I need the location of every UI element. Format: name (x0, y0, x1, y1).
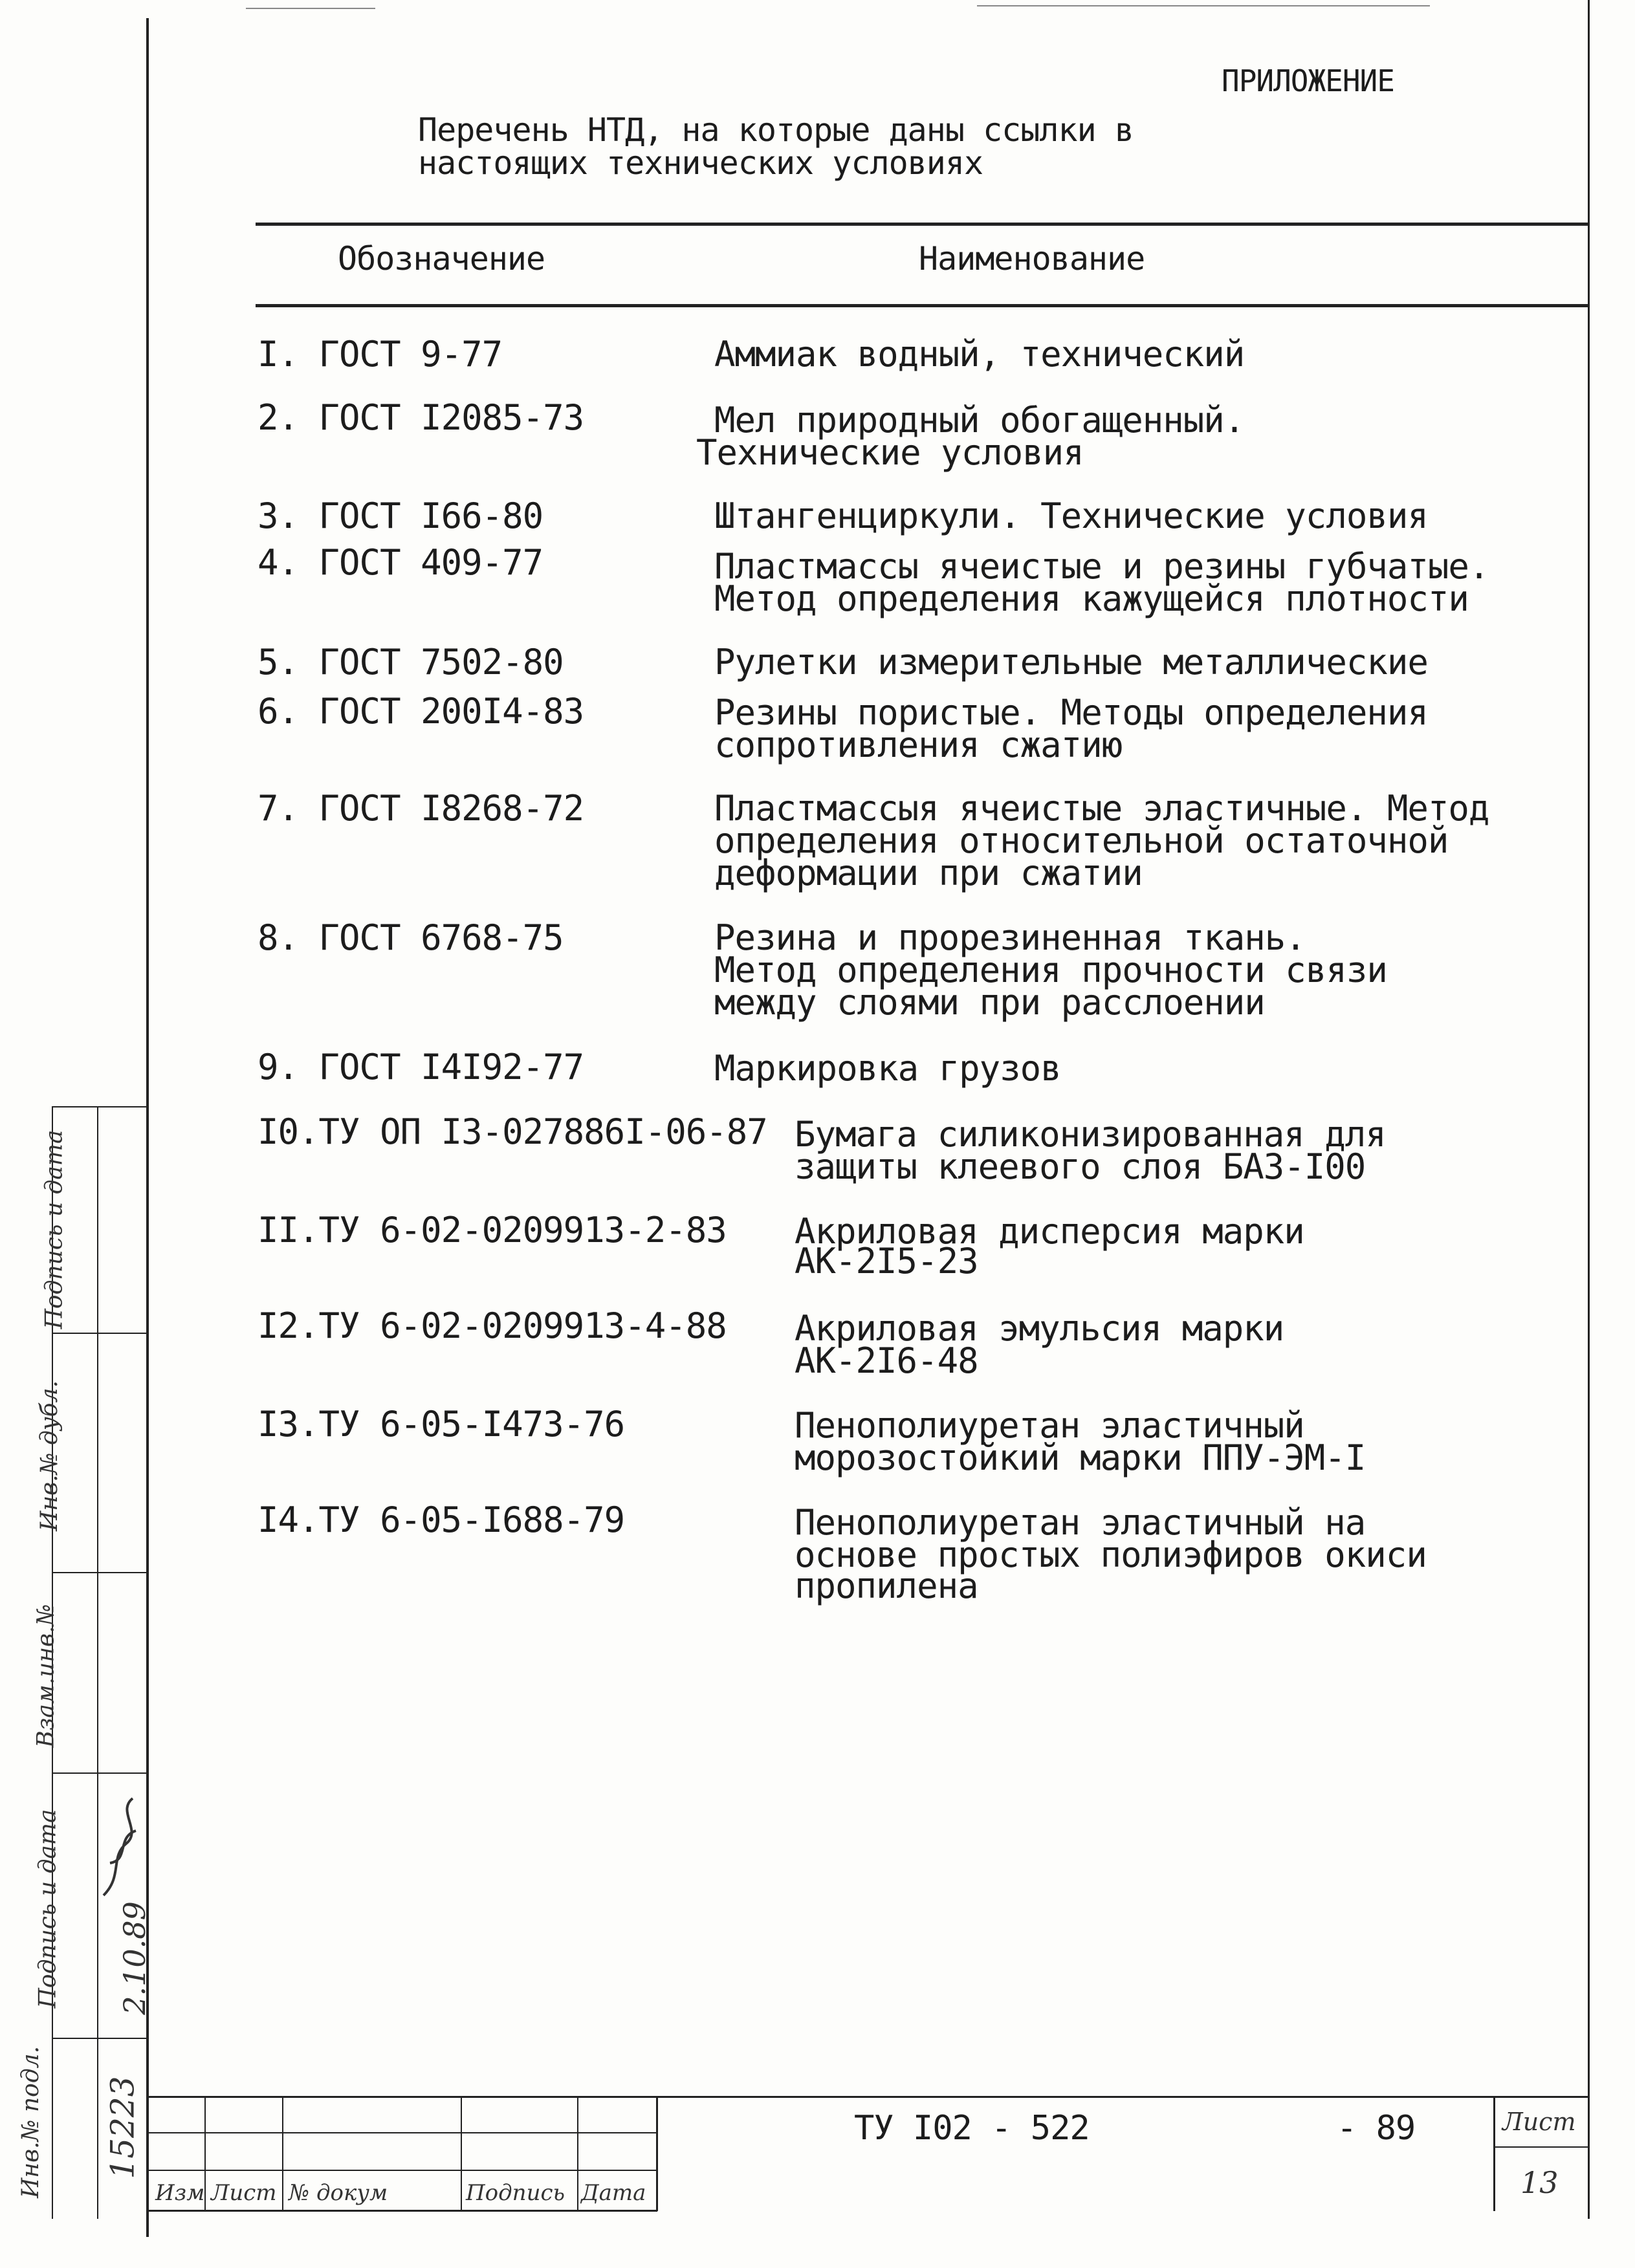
side-label-vzam-inv: Взам.инв.№ (32, 1604, 60, 1748)
table-row-12-name-1: Акриловая эмульсия марки (795, 1308, 1284, 1349)
table-row-8-designation: 8. ГОСТ 6768-75 (258, 917, 564, 958)
document-code: ТУ I02 - 522 (854, 2109, 1090, 2148)
title-block-mid-rule-1 (149, 2132, 657, 2133)
top-rule-right (977, 5, 1430, 6)
title-block-col-4 (577, 2096, 578, 2211)
side-value-podpis-data: 2.10.89 (116, 1901, 152, 2015)
table-row-7-name-2: определения относительной остаточной (714, 820, 1449, 861)
sheet-label: Лист (1502, 2108, 1576, 2136)
table-row-1-name-1: Аммиак водный, технический (714, 334, 1245, 375)
table-row-2-name-2: Технические условия (696, 432, 1084, 473)
document-title-line1: Перечень НТД, на которые даны ссылки в (418, 111, 1134, 149)
table-row-12-designation: I2.ТУ 6-02-020991З-4-88 (258, 1305, 727, 1346)
table-row-13-designation: I3.ТУ 6-05-I473-76 (258, 1404, 625, 1445)
side-stamp-div-4 (52, 2038, 149, 2039)
table-row-11-name-1: Акриловая дисперсия марки (795, 1211, 1304, 1252)
table-row-14-name-2: основе простых полиэфиров окиси (795, 1534, 1427, 1575)
table-row-6-name-2: сопротивления сжатию (714, 725, 1123, 765)
table-row-7-name-3: деформации при сжатии (714, 853, 1143, 893)
table-row-1-designation: I. ГОСТ 9-77 (258, 334, 503, 375)
table-row-5-name-1: Рулетки измерительные металлические (714, 642, 1428, 682)
column-label-doc-number: № докум (289, 2180, 388, 2206)
handwritten-signature (97, 1785, 142, 1902)
table-top-rule (256, 223, 1590, 226)
side-label-podpis-data-2: Подпись и дата (41, 1129, 68, 1329)
table-row-10-name-1: Бумага силиконизированная для (795, 1114, 1386, 1155)
column-header-name: Наименование (919, 240, 1145, 278)
table-row-6-designation: 6. ГОСТ 200I4-83 (258, 691, 584, 732)
side-stamp-div-3 (52, 1772, 149, 1774)
title-block-col-2 (282, 2096, 283, 2211)
side-label-podpis-data: Подпись и дата (34, 1809, 61, 2009)
column-label-date: Дата (581, 2180, 646, 2206)
table-row-14-name-1: Пенополиуретан эластичный на (795, 1502, 1366, 1543)
table-row-13-name-2: морозостойкий марки ППУ-ЭМ-I (795, 1437, 1366, 1478)
table-row-7-designation: 7. ГОСТ I8268-72 (258, 788, 584, 829)
top-rule-left (246, 8, 375, 9)
title-block-mid-rule-2 (149, 2170, 657, 2171)
table-row-8-name-3: между слоями при расслоении (714, 982, 1265, 1023)
page-number: - 89 (1337, 2109, 1416, 2148)
table-row-14-name-3: пропилена (795, 1565, 978, 1606)
table-row-13-name-1: Пенополиуретан эластичный (795, 1405, 1304, 1446)
table-row-9-designation: 9. ГОСТ I4I92-77 (258, 1047, 584, 1087)
title-block-col-sheet (1493, 2096, 1495, 2211)
table-row-3-name-1: Штангенциркули. Технические условия (714, 496, 1428, 536)
table-header-rule (256, 304, 1590, 307)
title-block-col-3 (461, 2096, 462, 2211)
side-value-inv-podl: 15223 (104, 2076, 142, 2179)
table-row-2-designation: 2. ГОСТ I2085-73 (258, 397, 584, 438)
column-label-list: Лист (211, 2180, 277, 2206)
title-block-top-rule (149, 2096, 1589, 2098)
table-row-10-name-2: защиты клеевого слоя БАЗ-I00 (795, 1146, 1366, 1187)
table-row-14-designation: I4.ТУ 6-05-I688-79 (258, 1499, 625, 1540)
table-row-4-name-2: Метод определения кажущейся плотности (714, 578, 1469, 619)
table-row-8-name-2: Метод определения прочности связи (714, 950, 1387, 990)
table-row-9-name-1: Маркировка грузов (714, 1048, 1061, 1089)
side-stamp-mid-line (97, 1106, 98, 2219)
title-block-bottom-rule (149, 2210, 657, 2212)
side-stamp-div-1 (52, 1333, 149, 1334)
table-row-6-name-1: Резины пористые. Методы определения (714, 692, 1428, 733)
table-row-7-name-1: Пластмассыя ячеистые эластичные. Метод (714, 788, 1489, 829)
column-label-izm: Изм (155, 2180, 205, 2206)
table-row-3-designation: 3. ГОСТ I66-80 (258, 496, 543, 536)
side-label-inv-dubl: Инв.№ дубл. (36, 1380, 63, 1532)
right-frame-line (1588, 0, 1590, 2219)
table-row-4-designation: 4. ГОСТ 409-77 (258, 542, 543, 583)
table-row-5-designation: 5. ГОСТ 7502-80 (258, 642, 564, 682)
sheet-number: 13 (1520, 2165, 1559, 2200)
table-row-10-designation: I0.ТУ ОП I3-027886I-06-87 (258, 1111, 767, 1152)
document-title-line2: настоящих технических условиях (418, 144, 983, 182)
table-row-4-name-1: Пластмассы ячеистые и резины губчатые. (714, 546, 1489, 587)
side-stamp-top-line (52, 1106, 149, 1107)
table-row-11-name-2: АК-2I5-23 (795, 1241, 978, 1281)
side-label-inv-podl: Инв.№ подл. (17, 2045, 45, 2199)
title-block-col-5 (656, 2096, 658, 2211)
table-row-2-name-1: Мел природный обогащенный. (714, 400, 1245, 441)
table-row-12-name-2: АК-2I6-48 (795, 1340, 978, 1381)
table-row-8-name-1: Резина и прорезиненная ткань. (714, 917, 1306, 958)
table-row-11-designation: II.ТУ 6-02-020991З-2-83 (258, 1210, 727, 1250)
appendix-label: ПРИЛОЖЕНИЕ (1222, 63, 1394, 98)
column-label-signature: Подпись (466, 2180, 565, 2206)
side-stamp-div-2 (52, 1572, 149, 1573)
column-header-designation: Обозначение (338, 240, 545, 278)
title-block-sheet-rule (1495, 2146, 1589, 2148)
